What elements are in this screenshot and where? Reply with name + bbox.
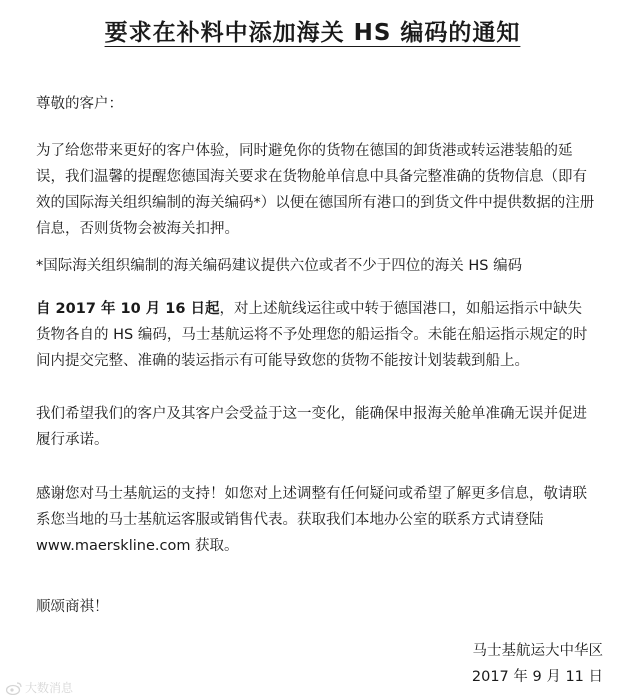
signature-date: 2017 年 9 月 11 日	[471, 669, 603, 685]
paragraph-customs-requirement: 为了给您带来更好的客户体验，同时避免你的货物在德国的卸货港或转运港装船的延误，我们温馨的提醒您德国海关要求在货物舱单信息中具备完整准确的货物信息（即有效的国际海关组织编制的海关编码*）以便在德国所有港口的到货文件中提供数据的注册信息，否则货物会被海关扣押。	[36, 143, 595, 237]
notice-title: 要求在补料中添加海关 HS 编码的通知	[104, 20, 521, 46]
effective-date: 自 2017 年 10 月 16 日起	[36, 301, 220, 317]
paragraph-contact: 感谢您对马士基航运的支持！如您对上述调整有任何疑问或希望了解更多信息，敬请联系您当地的马士基航运客服或销售代表。获取我们本地办公室的联系方式请登陆 www.maerskline.com 获取。	[36, 486, 587, 554]
paragraph-benefit: 我们希望我们的客户及其客户会受益于这一变化，能确保申报海关舱单准确无误并促进履行承诺。	[36, 406, 587, 448]
watermark	[6, 679, 73, 696]
paragraph-effective-date	[36, 296, 596, 374]
watermark-text: 大数消息	[25, 681, 74, 695]
closing-greeting: 顺颂商祺！	[36, 599, 109, 615]
salutation: 尊敬的客户：	[36, 96, 123, 112]
effective-date-details: ，对上述航线运往或中转于德国港口，如船运指示中缺失货物各自的 HS 编码，马士基航运将不予处理您的船运指令。未能在船运指示规定的时间内提交完整、准确的装运指示有可能导致您的货物不能按计划装载到船上。	[36, 301, 588, 369]
signature-organization: 马士基航运大中华区	[472, 643, 603, 659]
weibo-logo-icon	[6, 681, 22, 695]
hs-code-footnote: *国际海关组织编制的海关编码建议提供六位或者不少于四位的海关 HS 编码	[36, 258, 523, 274]
